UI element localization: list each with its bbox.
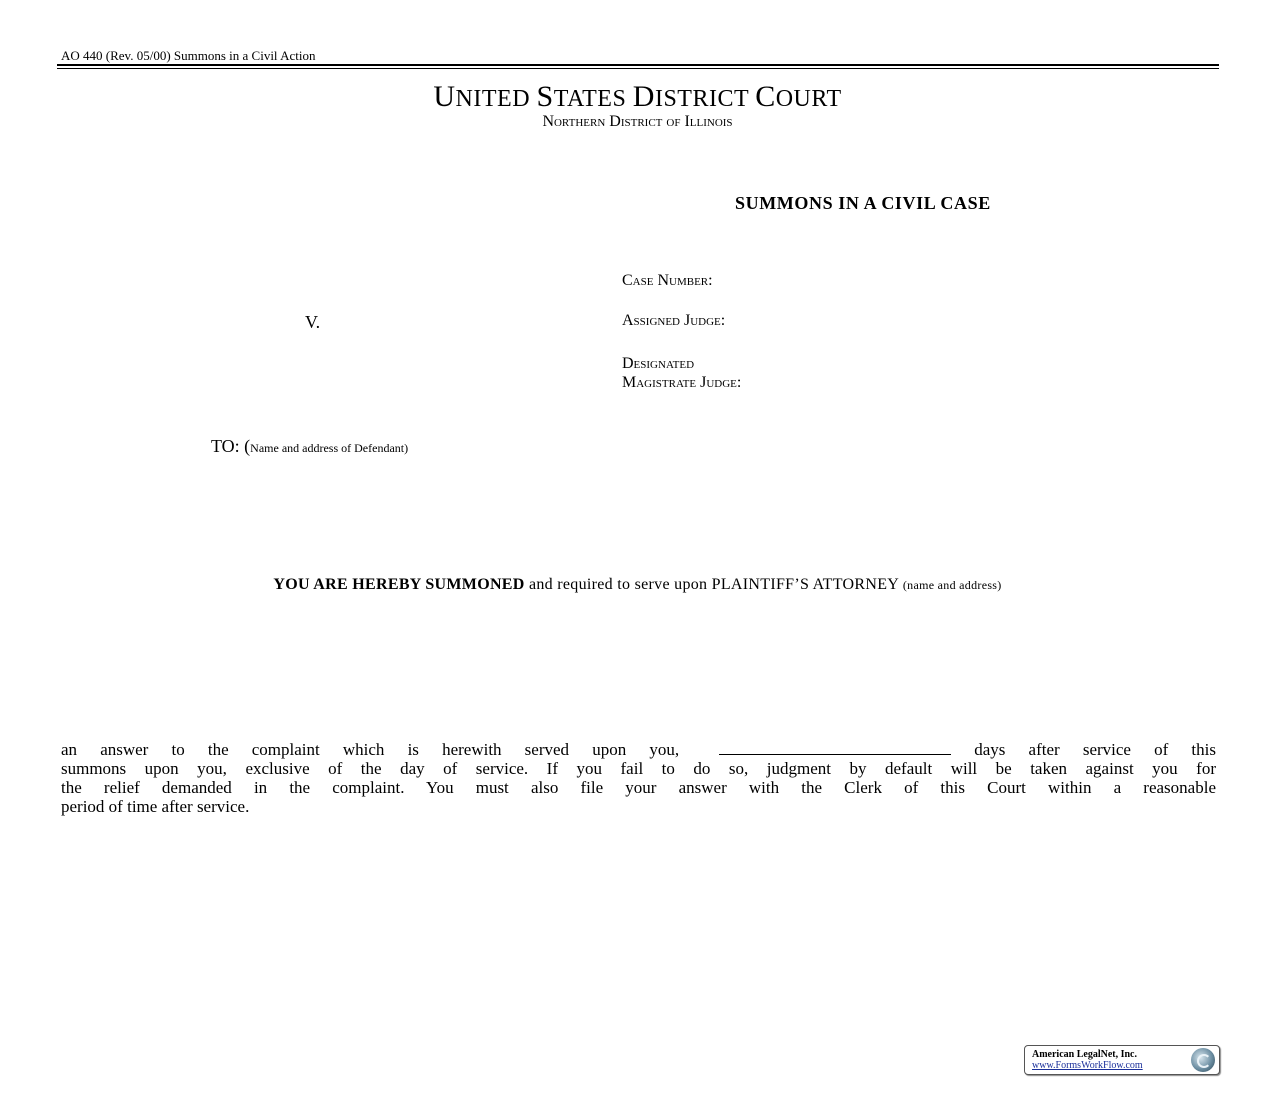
american-legalnet-logo xyxy=(1024,1045,1220,1075)
versus-label: V. xyxy=(305,312,321,332)
court-title-cap-1: U xyxy=(433,80,456,113)
case-number-label: Case Number: xyxy=(622,272,713,289)
answer-line-1 xyxy=(61,740,1216,759)
district-name: Northern District of Illinois xyxy=(542,113,733,130)
court-title xyxy=(0,80,1275,114)
summoned-bold: YOU ARE HEREBY SUMMONED xyxy=(273,576,525,593)
answer-line-1-start: an answer to the complaint which is herewith served upon you, xyxy=(61,740,680,759)
summons-title: SUMMONS IN A CIVIL CASE xyxy=(735,193,991,213)
magistrate-judge-label: Magistrate Judge: xyxy=(622,374,742,391)
answer-line-1-end: days after service of this xyxy=(974,740,1216,759)
court-title-rest-2: TATES xyxy=(553,86,633,112)
court-title-cap-3: D xyxy=(632,80,655,113)
header-rule-thin xyxy=(57,68,1219,69)
days-blank-field[interactable] xyxy=(719,740,951,755)
form-identifier: AO 440 (Rev. 05/00) Summons in a Civil Action xyxy=(61,48,316,63)
assigned-judge-label: Assigned Judge: xyxy=(622,312,726,329)
to-defendant-line xyxy=(211,436,408,457)
court-title-rest-1: NITED xyxy=(455,86,537,112)
summoned-small: (name and address) xyxy=(902,578,1002,592)
answer-line-2: summons upon you, exclusive of the day of service. If you fail to do so, judgment by default will be taken against you for xyxy=(61,759,1216,778)
court-title-rest-3: ISTRICT xyxy=(654,86,756,112)
to-prefix: TO: ( xyxy=(211,436,251,456)
header-rule-thick xyxy=(57,64,1219,66)
logo-url-link[interactable]: www.FormsWorkFlow.com xyxy=(1032,1060,1143,1071)
court-title-rest-4: OURT xyxy=(775,86,842,112)
globe-icon xyxy=(1191,1048,1215,1072)
to-detail: Name and address of Defendant) xyxy=(250,441,409,455)
court-title-cap-2: S xyxy=(536,80,554,113)
answer-line-4: period of time after service. xyxy=(61,797,250,816)
answer-line-3: the relief demanded in the complaint. You must also file your answer with the Clerk of this Court within a reasonable xyxy=(61,778,1216,797)
answer-paragraph xyxy=(61,740,1216,816)
court-title-cap-4: C xyxy=(755,80,776,113)
summoned-normal: and required to serve upon PLAINTIFF’S ATTORNEY xyxy=(524,576,903,593)
designated-label: Designated xyxy=(622,355,695,372)
logo-company-name: American LegalNet, Inc. xyxy=(1032,1049,1137,1060)
summoned-statement xyxy=(0,576,1275,594)
